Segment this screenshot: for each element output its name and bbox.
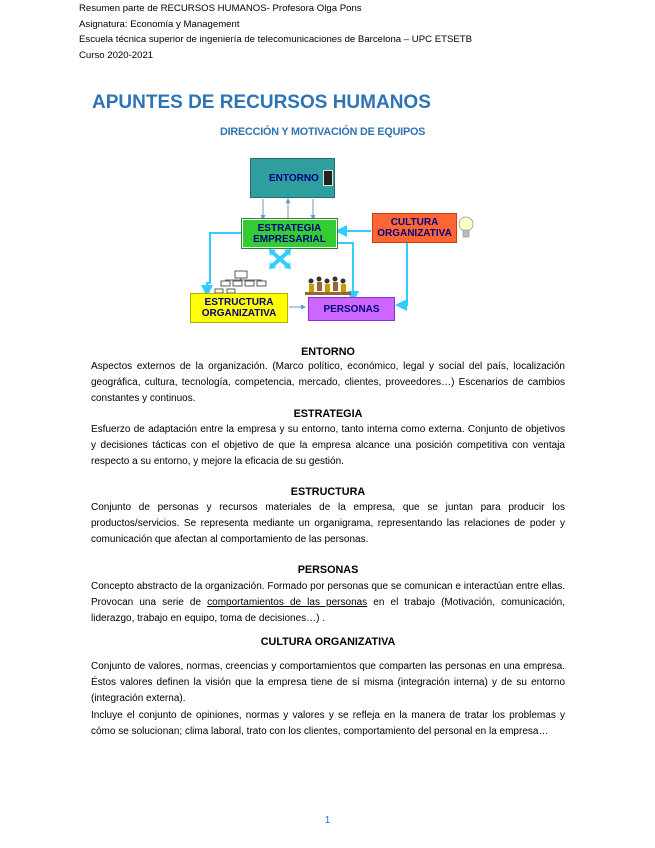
paragraph-cultura-text-1: Conjunto de valores, normas, creencias y comportamientos que comparten las personas en una empresa. Éstos valores definen la visión que la empresa tiene de sí misma (integración interna) y de su entorno (integración externa). (91, 661, 565, 705)
document-header (79, 1, 472, 64)
estrategia-box (242, 219, 337, 248)
cultura-label-line1: CULTURA (390, 217, 439, 228)
estrategia-label-line1: ESTRATEGIA (257, 222, 322, 234)
heading-estructura: ESTRUCTURA (290, 486, 366, 498)
estructura-label-line1: ESTRUCTURA (204, 297, 274, 308)
heading-estrategia: ESTRATEGIA (293, 408, 363, 420)
heading-personas: PERSONAS (297, 564, 359, 576)
header-line-year: Curso 2020-2021 (79, 50, 154, 62)
estructura-box (190, 293, 288, 323)
paragraph-estructura (91, 500, 565, 549)
paragraph-cultura-text-2: Incluye el conjunto de opiniones, normas y valores y se refleja en la manera de tratar los problemas y cómo se solucionan; clima laboral, trato con los clientes, comportamiento del personal en la empresa… (91, 709, 565, 737)
cultura-box (372, 213, 457, 243)
header-line-course-summary: Resumen parte de RECURSOS HUMANOS- Profesora Olga Pons (79, 3, 362, 14)
entorno-label: ENTORNO (269, 172, 319, 184)
personas-text-underlined: comportamientos de las personas (207, 597, 368, 609)
personas-box (308, 297, 395, 321)
hr-model-diagram (185, 155, 495, 325)
arrow-cultura-personas (397, 243, 407, 305)
personas-label: PERSONAS (323, 303, 380, 315)
paragraph-estrategia-text: Esfuerzo de adaptación entre la empresa y su entorno, tanto interna como externa. Conjunto de objetivos y decisiones tácticas con el objetivo de que la empresa alcance una posición competitiva con ventaja respecto a su entorno, y mejore la eficacia de su gestión. (91, 424, 565, 468)
estructura-label-line2: ORGANIZATIVA (201, 308, 277, 319)
personas-text-start: Concepto abstracto de la organización. Formado por personas que se comunican e interactúan entre ellas. Provocan una serie de (91, 581, 565, 609)
paragraph-entorno-text: Aspectos externos de la organización. (Marco político, económico, legal y social del país, localización geográfica, cultura, tecnología, competencia, mercado, clientes, proveedores…) Escenarios de cambios constantes y continuos. (91, 361, 565, 405)
crossed-arrows-icon (269, 249, 291, 269)
door-icon (323, 170, 333, 186)
org-chart-icon (215, 271, 266, 293)
page-subtitle: DIRECCIÓN Y MOTIVACIÓN DE EQUIPOS (220, 126, 426, 138)
cultura-label-line2: ORGANIZATIVA (377, 228, 452, 239)
header-line-school: Escuela técnica superior de ingeniería de telecomunicaciones de Barcelona – UPC ETSETB (79, 34, 473, 46)
entorno-box (250, 158, 335, 198)
header-line-subject: Asignatura: Economía y Management (79, 18, 240, 30)
paragraph-personas (91, 579, 565, 628)
page-title: APUNTES DE RECURSOS HUMANOS (92, 92, 431, 113)
people-group-icon (305, 277, 351, 296)
heading-entorno: ENTORNO (301, 346, 355, 358)
paragraph-personas-text (91, 579, 565, 628)
paragraph-entorno (91, 359, 565, 408)
lightbulb-icon (459, 217, 473, 237)
paragraph-estrategia (91, 422, 565, 471)
paragraph-estructura-text: Conjunto de personas y recursos materiales de la empresa, que se juntan para producir los productos/servicios. Se representa mediante un organigrama, representando las relaciones de poder y comunicación que afectan al comportamiento de las personas. (91, 502, 565, 546)
paragraph-cultura (91, 659, 565, 740)
page-number: 1 (324, 815, 331, 826)
personas-text-end: en el trabajo (Motivación, comunicación, liderazgo, trabajo en equipo, toma de decisiones…) . (91, 597, 566, 625)
estrategia-label-line2: EMPRESARIAL (253, 233, 326, 245)
heading-cultura: CULTURA ORGANIZATIVA (260, 636, 396, 648)
